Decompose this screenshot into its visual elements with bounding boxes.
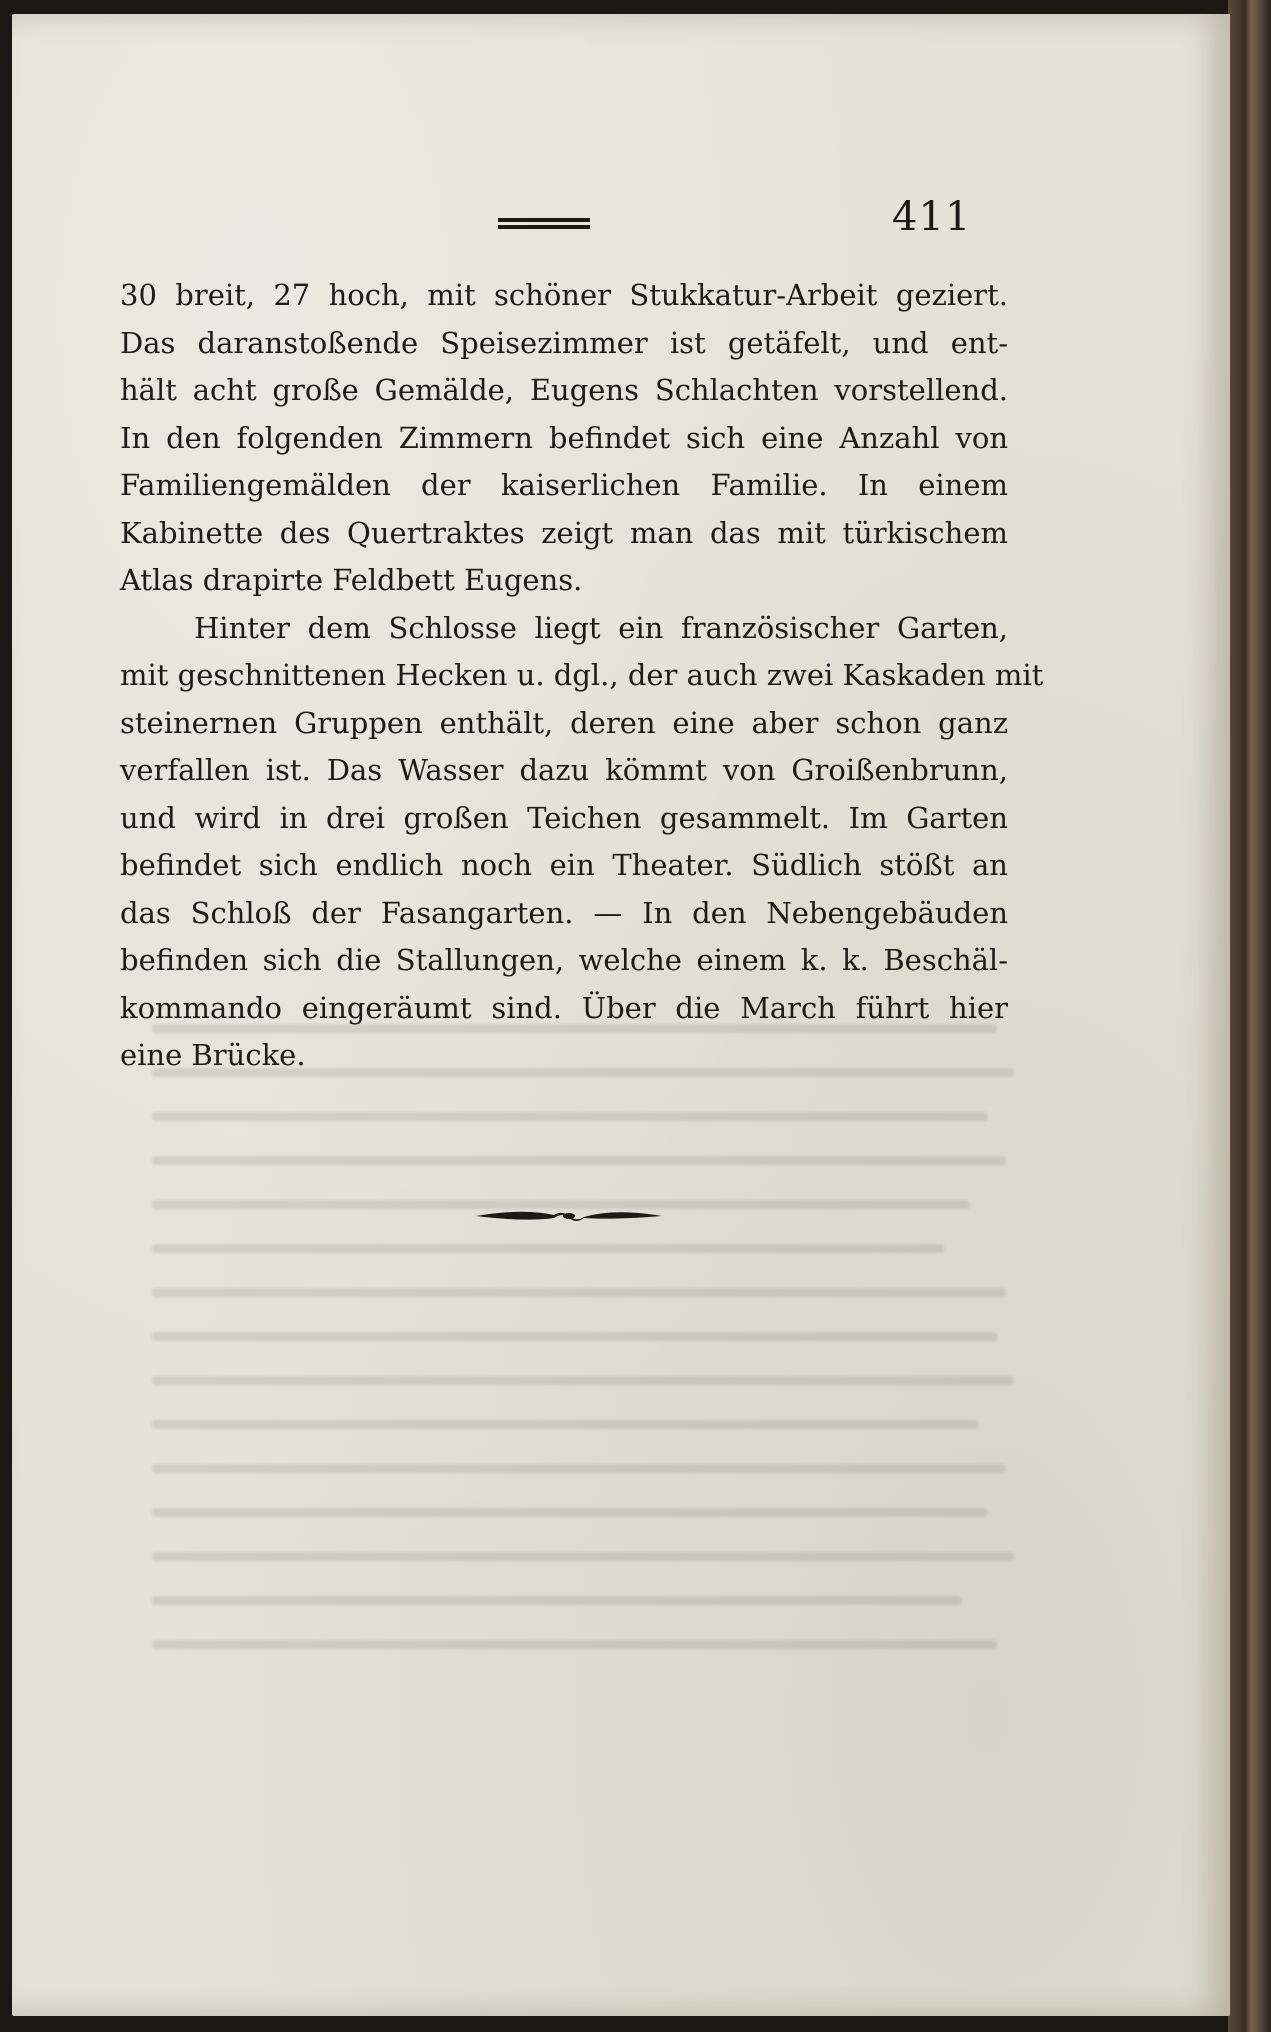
book-spine — [1228, 0, 1271, 2032]
text-line: das Schloß der Fasangarten. — In den Nebengebäuden — [120, 895, 1008, 930]
text-line: 30 breit, 27 hoch, mit schöner Stukkatur-Arbeit geziert. — [120, 278, 1008, 312]
page-number: 411 — [892, 194, 972, 240]
text-line: hält acht große Gemälde, Eugens Schlachten vorstellend. — [120, 373, 1008, 407]
text-line: Atlas drapirte Feldbett Eugens. — [120, 563, 583, 597]
text-line: befindet sich endlich noch ein Theater. Südlich stößt an — [120, 848, 1008, 882]
paragraph-2 — [120, 605, 1044, 1080]
body-text — [120, 272, 1044, 1080]
text-line: Familiengemälden der kaiserlichen Familie. In einem — [120, 468, 1008, 502]
text-line: und wird in drei großen Teichen gesammelt. Im Garten — [120, 800, 1008, 835]
end-ornament — [474, 1204, 664, 1228]
text-line: eine Brücke. — [120, 1038, 306, 1072]
header-rule — [498, 218, 590, 228]
text-line: verfallen ist. Das Wasser dazu kömmt von Groißenbrunn, — [120, 753, 1008, 787]
book-page — [12, 14, 1230, 2016]
text-line: Das daranstoßende Speisezimmer ist getäfelt, und ent- — [120, 325, 1008, 360]
text-line: kommando eingeräumt sind. Über die March führt hier — [120, 990, 1008, 1025]
text-line: mit geschnittenen Hecken u. dgl., der auch zwei Kaskaden mit — [120, 658, 1044, 692]
text-line: steinernen Gruppen enthält, deren eine aber schon ganz — [120, 705, 1008, 740]
text-line: In den folgenden Zimmern befindet sich eine Anzahl von — [120, 420, 1008, 455]
running-header — [12, 194, 1230, 254]
text-line: Hinter dem Schlosse liegt ein französischer Garten, — [194, 610, 1008, 645]
show-through-text — [152, 1024, 1032, 1684]
paragraph-1 — [120, 272, 1008, 605]
text-line: Kabinette des Quertraktes zeigt man das mit türkischem — [120, 515, 1008, 550]
text-line: befinden sich die Stallungen, welche einem k. k. Beschäl- — [120, 943, 1008, 977]
